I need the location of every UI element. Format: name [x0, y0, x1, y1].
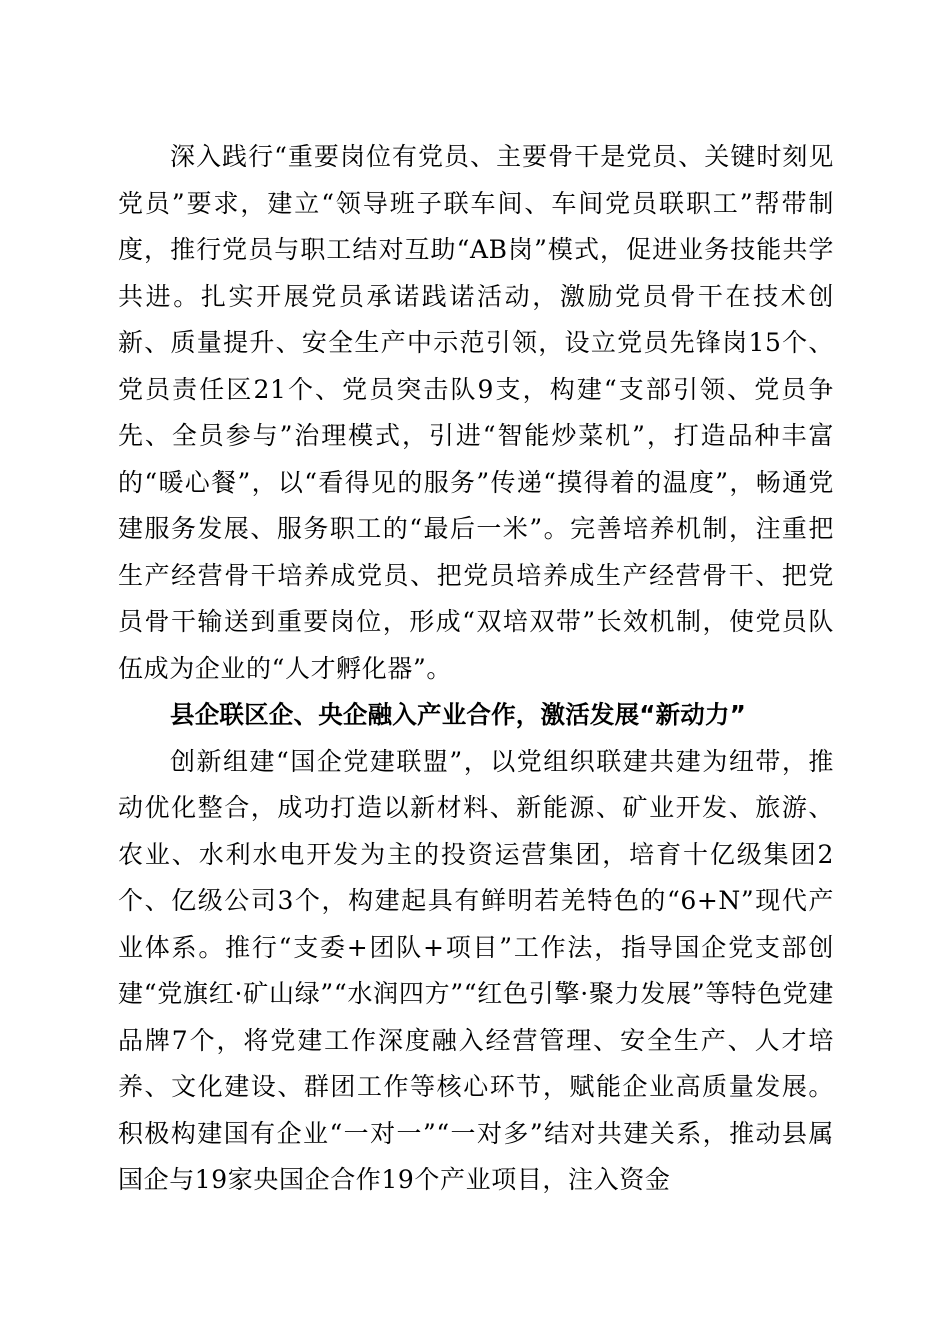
section-heading: 县企联区企、央企融入产业合作，激活发展“新动力”: [170, 700, 747, 729]
paragraph-state-enterprises: 创新组建“国企党建联盟”，以党组织联建共建为纽带，推动优化整合，成功打造以新材料、新能源、矿业开发、旅游、农业、水利水电开发为主的投资运营集团，培育十亿级集团2个、亿级公司3个，构建起具有鲜明若羌特色的“6+N”现代产业体系。推行“支委+团队+项目”工作法，指导国企党支部创建“党旗红·矿山绿”“水润四方”“红色引擎·聚力发展”等特色党建品牌7个，将党建工作深度融入经营管理、安全生产、人才培养、文化建设、群团工作等核心环节，赋能企业高质量发展。积极构建国有企业“一对一”“一对多”结对共建关系，推动县属国企与19家央国企合作19个产业项目，注入资金: [118, 746, 834, 1194]
paragraph-party-members: 深入践行“重要岗位有党员、主要骨干是党员、关键时刻见党员”要求，建立“领导班子联车间、车间党员联职工”帮带制度，推行党员与职工结对互助“AB岗”模式，促进业务技能共学共进。扎实开展党员承诺践诺活动，激励党员骨干在技术创新、质量提升、安全生产中示范引领，设立党员先锋岗15个、党员责任区21个、党员突击队9支，构建“支部引领、党员争先、全员参与”治理模式，引进“智能炒菜机”，打造品种丰富的“暖心餐”，以“看得见的服务”传递“摸得着的温度”，畅通党建服务发展、服务职工的“最后一米”。完善培养机制，注重把生产经营骨干培养成党员、把党员培养成生产经营骨干、把党员骨干输送到重要岗位，形成“双培双带”长效机制，使党员队伍成为企业的“人才孵化器”。: [118, 142, 834, 683]
document-body: [118, 134, 834, 1204]
